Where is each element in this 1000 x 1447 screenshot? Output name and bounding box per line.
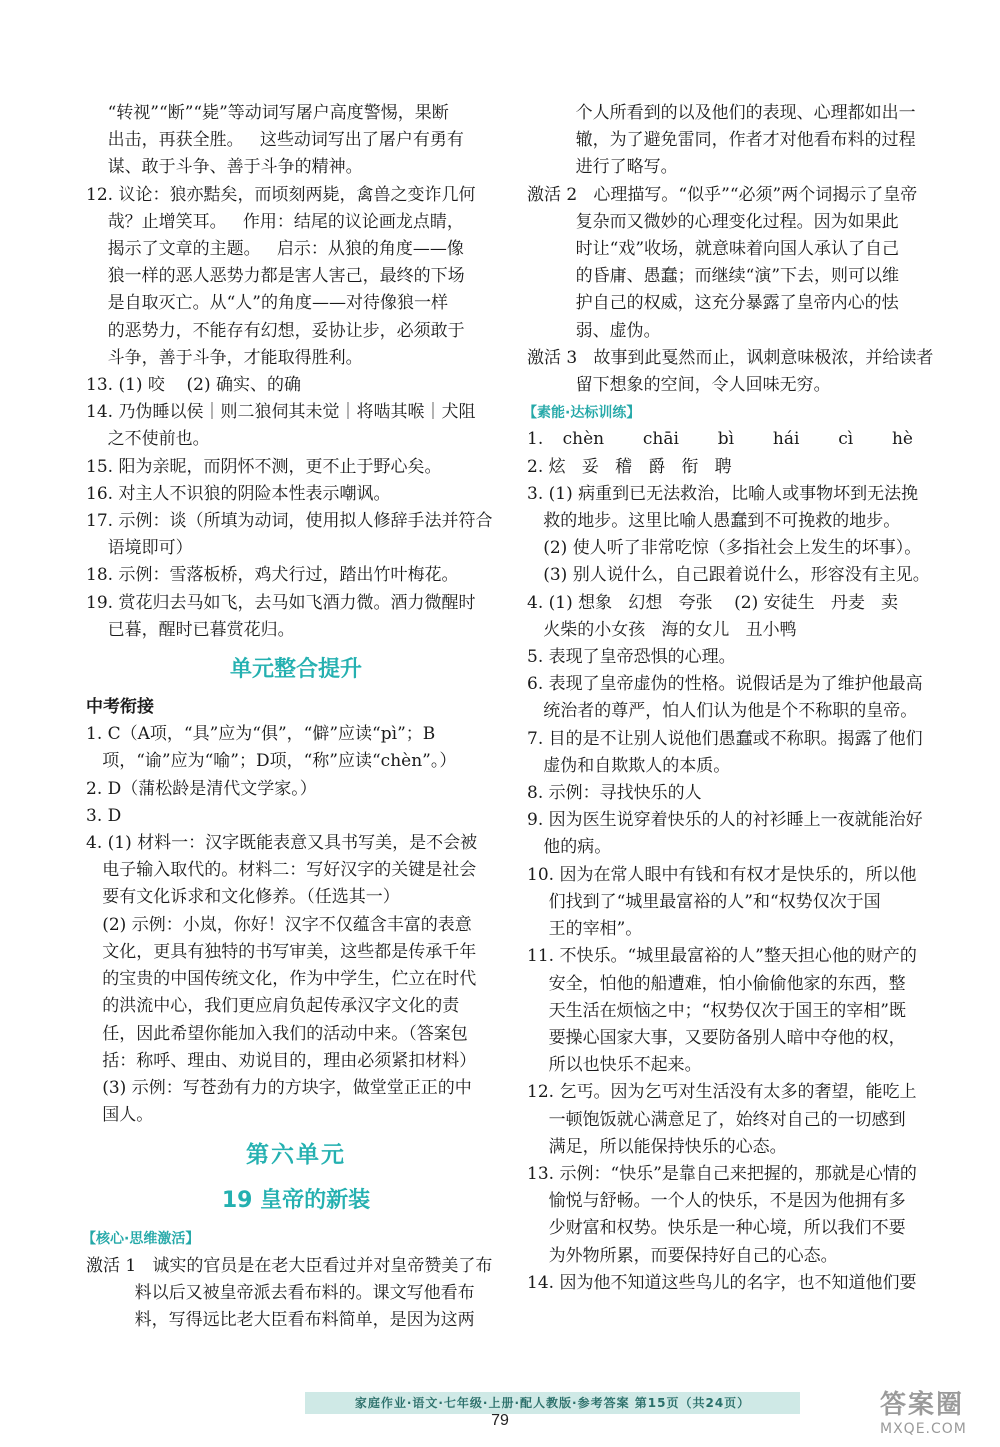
answer-line: 的洪流中心，我们更应肩负起传承汉字文化的责 xyxy=(86,996,460,1017)
answer-line: 9. 因为医生说穿着快乐的人的衬衫睡上一夜就能治好 xyxy=(527,810,923,831)
watermark-title: 答案圈 xyxy=(880,1390,965,1420)
answer-line: 谋、敢于斗争、善于斗争的精神。 xyxy=(86,157,363,178)
answer-line: 12. 议论：狼亦黠矣，而顷刻两毙，禽兽之变诈几何 xyxy=(86,184,476,205)
answer-line: 进行了略写。 xyxy=(527,157,678,178)
answer-line: 料以后又被皇帝派去看布料的。课文写他看布 xyxy=(86,1282,475,1303)
answer-line: 救的地步。这里比喻人愚蠢到不可挽救的地步。 xyxy=(527,511,901,532)
answer-line: (3) 别人说什么，自己跟着说什么，形容没有主见。 xyxy=(527,565,930,586)
answer-line: 任，因此希望你能加入我们的活动中来。（答案包 xyxy=(86,1023,468,1044)
answer-line: 的宝贵的中国传统文化，作为中学生，伫立在时代 xyxy=(86,969,477,990)
answer-line: 13. 示例：“快乐”是靠自己来把握的，那就是心情的 xyxy=(527,1163,917,1184)
watermark-url: MXQE.COM xyxy=(880,1421,967,1437)
answer-line: 少财富和权势。快乐是一种心境，所以我们不要 xyxy=(527,1218,906,1239)
answer-line: 要操心国家大事，又要防备别人暗中夺他的权， xyxy=(527,1027,906,1048)
answer-line: 3. D xyxy=(86,805,122,826)
answer-line: 弱、虚伪。 xyxy=(527,320,661,341)
answer-line: 4. (1) 材料一：汉字既能表意又具书写美，是不会被 xyxy=(86,833,478,854)
answer-line: 王的宰相”。 xyxy=(527,919,643,940)
answer-line: 激活 3 故事到此戛然而止，讽刺意味极浓，并给读者 xyxy=(527,347,934,368)
subsection-title: 中考衔接 xyxy=(86,697,154,718)
answer-line: 19. 赏花归去马如飞，去马如飞酒力微。酒力微醒时 xyxy=(86,592,476,613)
answer-line: 为外物所累，而要保持好自己的心态。 xyxy=(527,1245,838,1266)
answer-line: 他的病。 xyxy=(527,837,612,858)
answer-line: “转视”“断”“毙”等动词写屠户高度警惕，果断 xyxy=(86,103,449,123)
answer-line: 的恶势力，不能存有幻想，妥协让步，必须敢于 xyxy=(86,320,465,341)
answer-line: 统治者的尊严，怕人们认为他是个不称职的皇帝。 xyxy=(527,701,918,722)
answer-line: 个人所看到的以及他们的表现、心理都如出一 xyxy=(527,103,916,123)
answer-line: 时让“戏”收场，就意味着向国人承认了自己 xyxy=(527,239,900,260)
answer-line: 项，“谕”应为“喻”；D项，“称”应读“chèn”。） xyxy=(86,751,457,772)
answer-line: 之不使前也。 xyxy=(86,429,210,450)
answer-line: 16. 对主人不识狼的阴险本性表示嘲讽。 xyxy=(86,483,391,504)
answer-line: 激活 1 诚实的官员是在老大臣看过并对皇帝赞美了布 xyxy=(86,1255,493,1276)
answer-line: 13. (1) 咬 (2) 确实、的确 xyxy=(86,375,302,396)
answer-line: 电子输入取代的。材料二：写好汉字的关键是社会 xyxy=(86,860,477,881)
answer-line: 14. 乃伪睡以侯｜则二狼伺其未觉｜将啮其喉｜犬阻 xyxy=(86,402,476,423)
answer-line: 是自取灭亡。从“人”的角度——对待像狼一样 xyxy=(86,293,448,314)
answer-line: 文化，更具有独特的书写审美，这些都是传承千年 xyxy=(86,941,477,962)
answer-line: 1. chèn chāi bì hái cì hè xyxy=(527,429,913,450)
answer-line: 狼一样的恶人恶势力都是害人害己，最终的下场 xyxy=(86,266,465,287)
answer-line: 2. D（蒲松龄是清代文学家。） xyxy=(86,778,317,799)
answer-line: 复杂而又微妙的心理变化过程。因为如果此 xyxy=(527,211,899,232)
answer-line: 15. 阳为亲昵，而阴怀不测，更不止于野心矣。 xyxy=(86,456,442,477)
answer-line: 所以也快乐不起来。 xyxy=(527,1055,702,1076)
answer-line: (3) 示例：写苍劲有力的方块字，做堂堂正正的中 xyxy=(86,1077,472,1098)
answer-line: (2) 示例：小岚，你好！汉字不仅蕴含丰富的表意 xyxy=(86,914,472,935)
section-tag-core: 【核心·思维激活】 xyxy=(82,1231,200,1248)
answer-line: 5. 表现了皇帝恐惧的心理。 xyxy=(527,647,736,668)
answer-line: 17. 示例：谈（所填为动词，使用拟人修辞手法并符合 xyxy=(86,511,493,532)
answer-line: 出击，再获全胜。 这些动词写出了屠户有勇有 xyxy=(86,130,464,151)
answer-line: 6. 表现了皇帝虚伪的性格。说假话是为了维护他最高 xyxy=(527,674,923,695)
answer-line: 1. C（A项，“具”应为“俱”，“僻”应读“pì”；B xyxy=(86,724,436,745)
footer-banner: 家庭作业·语文·七年级·上册·配人教版·参考答案 第15页（共24页） xyxy=(305,1392,800,1414)
answer-line: 要有文化诉求和文化修养。（任选其一） xyxy=(86,887,400,908)
answer-line: 辙，为了避免雷同，作者才对他看布料的过程 xyxy=(527,130,916,151)
answer-line: 哉？止增笑耳。 作用：结尾的议论画龙点睛， xyxy=(86,211,464,232)
section-tag-practice: 【素能·达标训练】 xyxy=(523,405,641,422)
answer-line: 安全，怕他的船遭难，怕小偷偷他家的东西，整 xyxy=(527,973,906,994)
watermark-logo xyxy=(880,1390,990,1442)
answer-line: 一顿饱饭就心满意足了，始终对自己的一切感到 xyxy=(527,1109,906,1130)
answer-line: 的昏庸、愚蠢；而继续“演”下去，则可以维 xyxy=(527,266,900,287)
answer-line: 3. (1) 病重到已无法救治，比喻人或事物坏到无法挽 xyxy=(527,483,919,504)
unit-six-heading: 第六单元 xyxy=(246,1142,346,1169)
answer-line: 括：称呼、理由、劝说目的，理由必须紧扣材料） xyxy=(86,1050,477,1071)
answer-line: 虚伪和自欺欺人的本质。 xyxy=(527,755,731,776)
answer-line: 满足，所以能保持快乐的心态。 xyxy=(527,1136,787,1157)
answer-line: 12. 乞丐。因为乞丐对生活没有太多的奢望，能吃上 xyxy=(527,1082,917,1103)
answer-line: 火柴的小女孩 海的女儿 丑小鸭 xyxy=(527,619,797,640)
answer-line: 天生活在烦恼之中；“权势仅次于国王的宰相”既 xyxy=(527,1000,906,1021)
answer-line: 10. 因为在常人眼中有钱和有权才是快乐的，所以他 xyxy=(527,864,917,885)
answer-line: 们找到了“城里最富裕的人”和“权势仅次于国 xyxy=(527,891,881,912)
answer-line: 护自己的权威，这充分暴露了皇帝内心的怯 xyxy=(527,293,899,314)
answer-line: 留下想象的空间，令人回味无穷。 xyxy=(527,375,831,396)
answer-line: 8. 示例：寻找快乐的人 xyxy=(527,783,702,804)
answer-line: 4. (1) 想象 幻想 夸张 (2) 安徒生 丹麦 卖 xyxy=(527,592,899,613)
answer-line: 2. 炫 妥 稽 爵 衔 聘 xyxy=(527,456,732,477)
answer-line: (2) 使人听了非常吃惊（多指社会上发生的坏事）。 xyxy=(527,538,922,559)
answer-line: 已暮，醒时已暮赏花归。 xyxy=(86,619,295,640)
answer-line: 14. 因为他不知道这些鸟儿的名字，也不知道他们要 xyxy=(527,1272,917,1293)
lesson-title: 19 皇帝的新装 xyxy=(221,1188,371,1214)
answer-line: 18. 示例：雪落板桥，鸡犬行过，踏出竹叶梅花。 xyxy=(86,565,459,586)
answer-line: 揭示了文章的主题。 启示：从狼的角度——像 xyxy=(86,239,464,260)
answer-line: 激活 2 心理描写。“似乎”“必须”两个词揭示了皇帝 xyxy=(527,184,918,205)
answer-line: 国人。 xyxy=(86,1105,154,1126)
answer-line: 11. 不快乐。“城里最富裕的人”整天担心他的财产的 xyxy=(527,946,917,967)
section-heading-unit-review: 单元整合提升 xyxy=(229,657,362,683)
right-column xyxy=(523,100,952,1297)
answer-line: 7. 目的是不让别人说他们愚蠢或不称职。揭露了他们 xyxy=(527,728,923,749)
page-number: 79 xyxy=(491,1412,509,1429)
answer-line: 斗争，善于斗争，才能取得胜利。 xyxy=(86,347,363,368)
answer-line: 愉悦与舒畅。一个人的快乐，不是因为他拥有多 xyxy=(527,1191,906,1212)
left-column xyxy=(82,100,506,1334)
answer-line: 料，写得远比老大臣看布料简单，是因为这两 xyxy=(86,1309,475,1330)
answer-line: 语境即可） xyxy=(86,538,193,559)
